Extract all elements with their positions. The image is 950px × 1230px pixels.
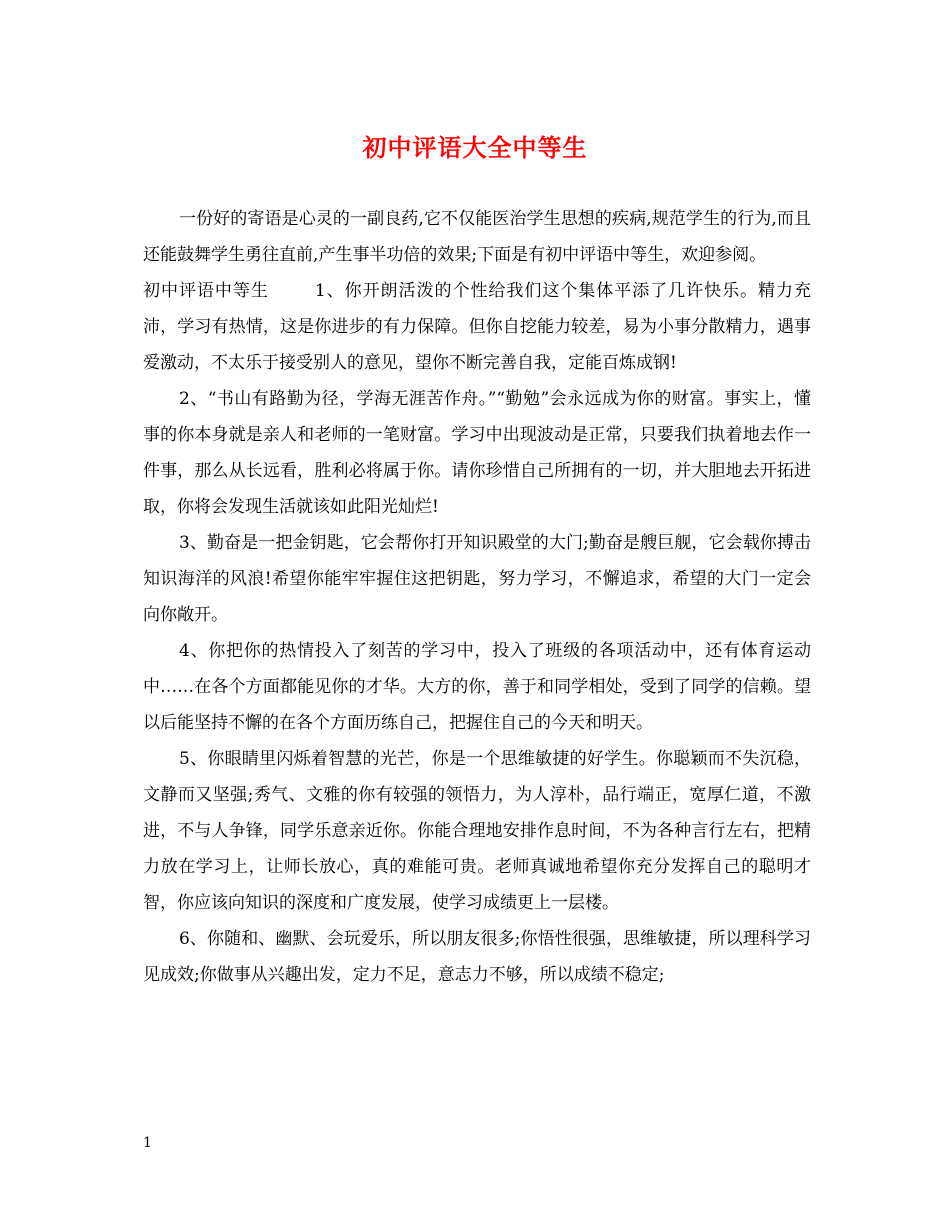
section-heading: 初中评语中等生 [143, 281, 269, 301]
comment-paragraph-2: 2、“书山有路勤为径，学海无涯苦作舟。”“勤勉”会永远成为你的财富。事实上，懂事的你本身就是亲人和老师的一笔财富。学习中出现波动是正常，只要我们执着地去作一件事，那么从长远看，胜利必将属于你。请你珍惜自己所拥有的一切，并大胆地去开拓进取，你将会发现生活就该如此阳光灿烂! [143, 389, 811, 517]
comment-text-1: 1、你开朗活泼的个性给我们这个集体平添了几许快乐。精力充沛，学习有热情，这是你进步的有力保障。但你自挖能力较差，易为小事分散精力，遇事爱激动，不太乐于接受别人的意见，望你不断完善自我，定能百炼成钢! [143, 281, 812, 373]
comment-paragraph-1 [143, 273, 811, 381]
intro-paragraph: 一份好的寄语是心灵的一副良药,它不仅能医治学生思想的疾病,规范学生的行为,而且还能鼓舞学生勇往直前,产生事半功倍的效果;下面是有初中评语中等生，欢迎参阅。 [143, 209, 811, 265]
comment-paragraph-6: 6、你随和、幽默、会玩爱乐，所以朋友很多;你悟性很强，思维敏捷，所以理科学习见成效;你做事从兴趣出发，定力不足，意志力不够，所以成绩不稳定; [143, 929, 811, 985]
page-number: 1 [143, 1135, 152, 1151]
document-title: 初中评语大全中等生 [362, 133, 588, 162]
document-body [143, 201, 811, 993]
comment-paragraph-3: 3、勤奋是一把金钥匙，它会帮你打开知识殿堂的大门;勤奋是艘巨舰，它会载你搏击知识海洋的风浪!希望你能牢牢握住这把钥匙，努力学习，不懈追求，希望的大门一定会向你敞开。 [143, 533, 811, 625]
comment-paragraph-4: 4、你把你的热情投入了刻苦的学习中，投入了班级的各项活动中，还有体育运动中……在各个方面都能见你的才华。大方的你，善于和同学相处，受到了同学的信赖。望以后能坚持不懈的在各个方面历练自己，把握住自己的今天和明天。 [143, 641, 811, 733]
comment-paragraph-5: 5、你眼睛里闪烁着智慧的光芒，你是一个思维敏捷的好学生。你聪颖而不失沉稳，文静而又坚强;秀气、文雅的你有较强的领悟力，为人淳朴，品行端正，宽厚仁道，不激进，不与人争锋，同学乐意亲近你。你能合理地安排作息时间，不为各种言行左右，把精力放在学习上，让师长放心，真的难能可贵。老师真诚地希望你充分发挥自己的聪明才智，你应该向知识的深度和广度发展，使学习成绩更上一层楼。 [143, 749, 811, 913]
